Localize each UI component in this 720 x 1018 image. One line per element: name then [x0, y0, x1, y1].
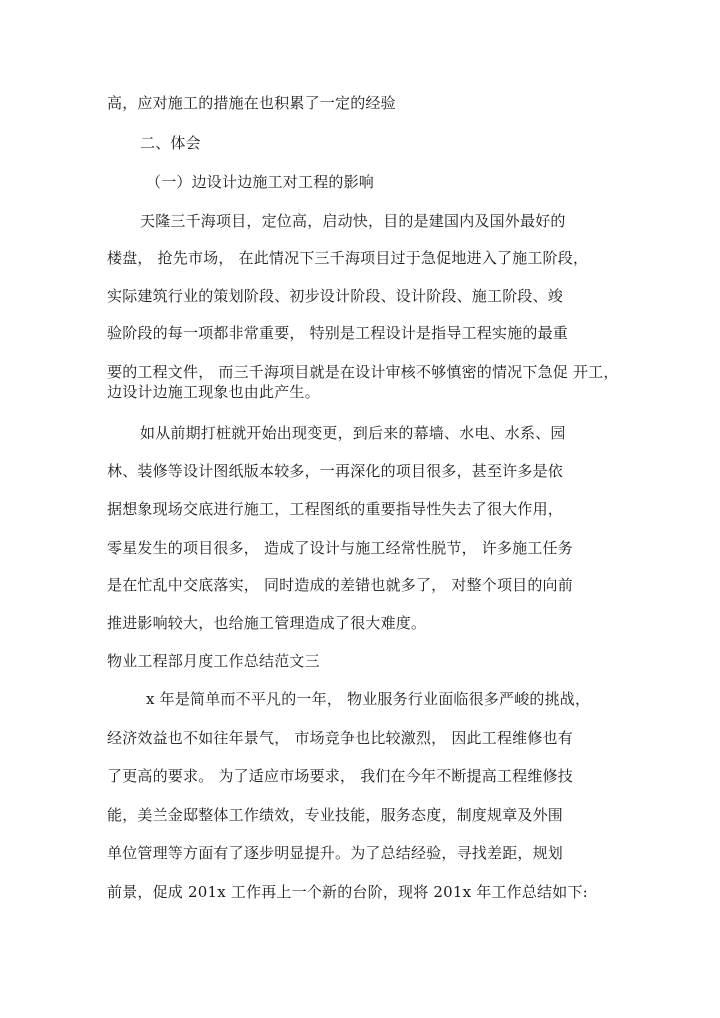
text-line: 如从前期打桩就开始出现变更，到后来的幕墙、水电、水系、园: [140, 424, 566, 442]
text-line: 经济效益也不如往年景气， 市场竞争也比较激烈， 因此工程维修也有: [107, 729, 573, 747]
text-line: x 年是简单而不平凡的一年， 物业服务行业面临很多严峻的挑战，: [146, 690, 591, 708]
text-line: 据想象现场交底进行施工，工程图纸的重要指导性失去了很大作用，: [107, 500, 564, 518]
text-line: 了更高的要求。 为了适应市场要求， 我们在今年不断提高工程维修技: [107, 767, 573, 785]
text-line: 是在忙乱中交底落实， 同时造成的差错也就多了， 对整个项目的向前: [107, 576, 573, 594]
text-line: 推进影响较大，也给施工管理造成了很大难度。: [107, 614, 427, 632]
article-title: 物业工程部月度工作总结范文三: [107, 652, 320, 670]
text-line: 单位管理等方面有了逐步明显提升。为了总结经验，寻找差距，规划: [107, 844, 564, 862]
text-line: 能，美兰金邸整体工作绩效，专业技能，服务态度，制度规章及外围: [107, 806, 564, 824]
text-line: 零星发生的项目很多， 造成了设计与施工经常性脱节， 许多施工任务: [107, 539, 573, 557]
text-line: 实际建筑行业的策划阶段、初步设计阶段、设计阶段、施工阶段、竣: [107, 287, 564, 305]
text-line: 林、装修等设计图纸版本较多，一再深化的项目很多，甚至许多是依: [107, 462, 564, 480]
subsection-heading: （一）边设计边施工对工程的影响: [146, 173, 375, 191]
text-line: 高，应对施工的措施在也积累了一定的经验: [107, 94, 396, 112]
text-line: 要的工程文件， 而三千海项目就是在设计审核不够慎密的情况下急促 开工，: [107, 363, 619, 381]
text-line: 验阶段的每一项都非常重要， 特别是工程设计是指导工程实施的最重: [107, 324, 568, 342]
text-line: 楼盘， 抢先市场， 在此情况下三千海项目过于急促地进入了施工阶段，: [107, 249, 589, 267]
text-line: 前景，促成 201x 工作再上一个新的台阶，现将 201x 年工作总结如下:: [107, 883, 588, 901]
section-heading: 二、体会: [140, 134, 201, 152]
text-line: 天隆三千海项目，定位高，启动快，目的是建国内及国外最好的: [140, 212, 566, 230]
text-line: 边设计边施工现象也由此产生。: [107, 383, 320, 401]
